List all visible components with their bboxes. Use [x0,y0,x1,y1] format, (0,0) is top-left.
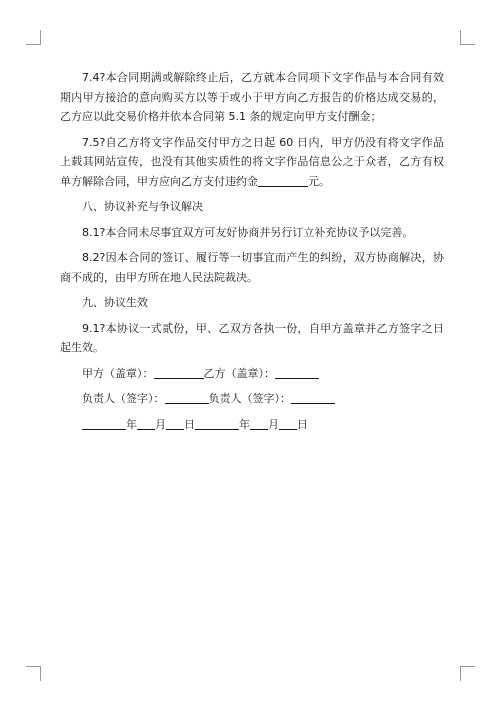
date-b-day-label: 日 [297,417,308,431]
date-a-day-label: 日 [184,417,195,431]
date-b-day-blank[interactable] [279,417,297,430]
party-b-seal-blank[interactable] [275,366,319,379]
person-a-sign-blank[interactable] [165,391,209,404]
person-b-sign-label: 负责人（签字）： [208,392,291,405]
date-a-day-blank[interactable] [166,417,184,430]
crop-mark-top-right [460,30,475,45]
date-a-year-label: 年 [126,417,137,431]
clause-9-1: 9.1?本协议一式贰份，甲、乙双方各执一份，自甲方盖章并乙方签字之日起生效。 [60,321,444,354]
seal-line [60,364,444,384]
date-line [60,415,444,435]
date-a-month-label: 月 [155,417,166,431]
crop-mark-top-left [26,30,41,45]
clause-7-4: 7.4?本合同期满或解除终止后，乙方就本合同项下文字作品与本合同有效期内甲方接洽的意向购买方以等于或小于甲方向乙方报告的价格达成交易的，乙方应以此交易价格并依本合同第 5.1 条的规定向甲方支付酬金； [60,71,444,123]
crop-mark-bottom-left [26,666,41,681]
document-body [60,68,444,440]
clause-7-5 [60,133,444,192]
date-b-year-label: 年 [239,417,250,431]
section-8-heading: 八、协议补充与争议解决 [82,200,203,213]
person-a-sign-label: 负责人（签字）： [82,392,165,405]
clause-7-5-text: 7.5?自乙方将文字作品交付甲方之日起 60 日内，甲方仍没有将文字作品上载其网站宣传，也没有其他实质性的将文字作品信息公之于众者，乙方有权单方解除合同，甲方应向乙方支付违约金 [60,135,444,188]
penalty-amount-blank[interactable] [258,174,308,187]
party-a-seal-label: 甲方（盖章）： [82,366,154,380]
section-9-heading: 九、协议生效 [82,296,148,309]
date-b-year-blank[interactable] [195,417,239,430]
date-b-month-blank[interactable] [250,417,268,430]
date-a-year-blank[interactable] [82,417,126,430]
person-b-sign-blank[interactable] [291,391,335,404]
signature-line [60,389,444,409]
party-b-seal-label: 乙方（盖章）： [203,366,275,380]
crop-mark-bottom-right [460,666,475,681]
clause-8-2: 8.2?因本合同的签订、履行等一切事宜而产生的纠纷，双方协商解决，协商不成的，由甲方所在地人民法院裁决。 [60,251,444,284]
clause-7-5-unit: 元。 [308,174,330,188]
date-b-month-label: 月 [268,417,279,431]
date-a-month-blank[interactable] [137,417,155,430]
party-a-seal-blank[interactable] [154,366,204,379]
clause-8-1: 8.1?本合同未尽事宜双方可友好协商并另行订立补充协议予以完善。 [82,225,414,239]
